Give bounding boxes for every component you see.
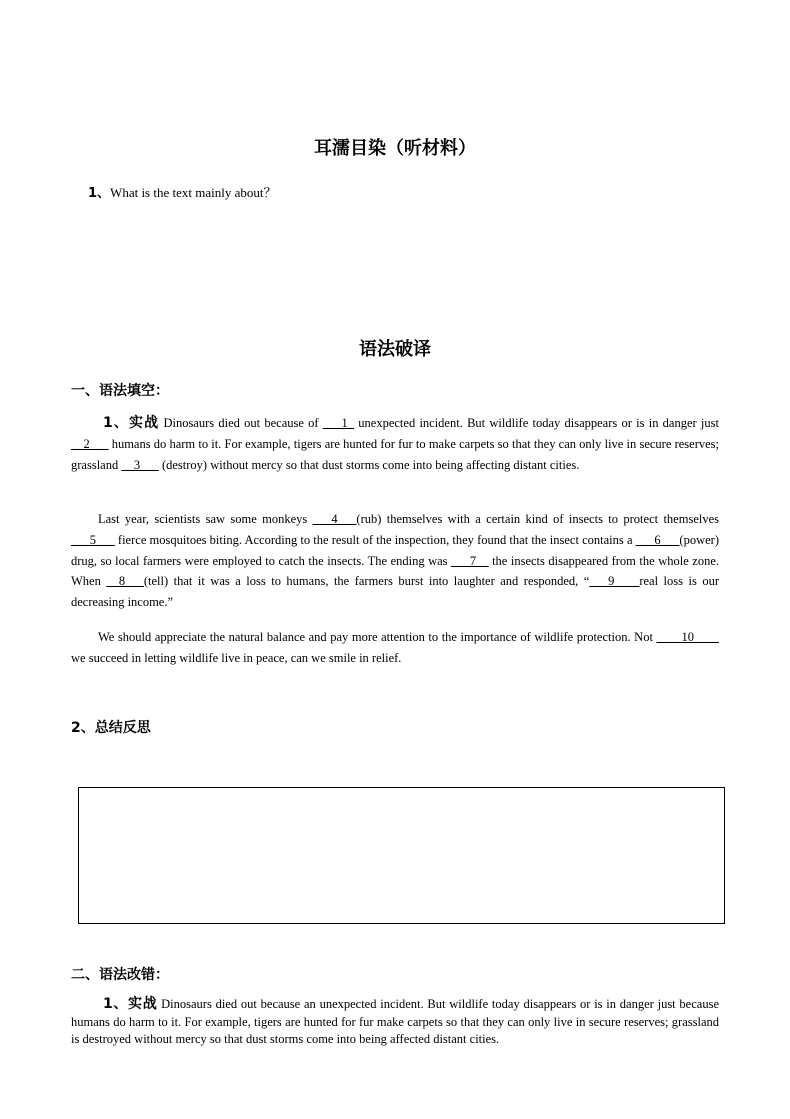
paragraph-text: Last year, scientists saw some monkeys (98, 512, 313, 526)
blank-6: ___6___ (635, 532, 680, 547)
exercise-lead-label: 1、实战 (103, 996, 158, 1012)
paragraph-text: the insects disappeared from the whole zone. When (71, 553, 719, 589)
paragraph-text: (tell) that it was a loss to humans, the farmers burst into laughter and responded, “ (143, 574, 590, 589)
blank-1: ___1_ (322, 416, 355, 430)
blank-10: ____10____ (656, 630, 719, 644)
paragraph-text: (power) drug, so local farmers were employed to catch the insects. The ending was (71, 532, 719, 568)
listening-title: 耳濡目染（听材料） (314, 138, 476, 159)
paragraph-text: Dinosaurs died out because an unexpected incident. But wildlife today disappears or is in danger just because humans do harm to it. For example, tigers are hunted for fur make carpets so that they can only live in secure reserves; grassland is destroyed without mercy so that dust storms come into being affected distant cities. (71, 997, 719, 1046)
section-error-correction-heading: 二、语法改错： (71, 967, 169, 983)
paragraph-text: real loss is our decreasing income.” (71, 574, 719, 610)
paragraph-text: humans do harm to it. For example, tigers are hunted for fur to make carpets so that they can only live in secure reserves; grassland (71, 436, 719, 472)
paragraph-text: Dinosaurs died out because of (159, 416, 323, 430)
blank-3: __3___ (121, 457, 159, 472)
blank-5: ___5___ (71, 532, 115, 547)
paragraph-text: We should appreciate the natural balance and pay more attention to the importance of wildlife protection. Not (98, 630, 657, 644)
section-reflection-heading: 2、总结反思 (71, 720, 151, 736)
blank-8: __8___ (106, 574, 144, 589)
reflection-answer-box[interactable] (78, 787, 725, 924)
blank-4: ___4___ (312, 512, 357, 526)
paragraph-text: we succeed in letting wildlife live in peace, can we smile in relief. (71, 650, 402, 665)
blank-2: __2___ (71, 436, 109, 451)
paragraph-text: fierce mosquitoes biting. According to the result of the inspection, they found that the insect contains a (114, 532, 636, 547)
paragraph-text: (destroy) without mercy so that dust storms come into being affecting distant cities. (158, 457, 580, 472)
cloze-paragraph-3 (71, 627, 719, 669)
exercise-lead-label: 1、实战 (103, 415, 160, 431)
paragraph-text: (rub) themselves with a certain kind of insects to protect themselves (356, 512, 719, 526)
paragraph-text: unexpected incident. But wildlife today disappears or is in danger just (354, 416, 719, 430)
blank-9: ___9____ (589, 574, 640, 589)
cloze-paragraph-2 (71, 509, 719, 613)
section-fill-blank-heading: 一、语法填空： (71, 383, 169, 399)
cloze-paragraph-1 (71, 413, 719, 475)
question-1-text: What is the text mainly about？ (110, 185, 277, 200)
grammar-title: 语法破译 (359, 339, 431, 360)
question-1 (88, 182, 276, 201)
question-1-number: 1、 (88, 186, 111, 201)
error-correction-paragraph (71, 996, 719, 1049)
blank-7: ___7__ (451, 553, 489, 568)
